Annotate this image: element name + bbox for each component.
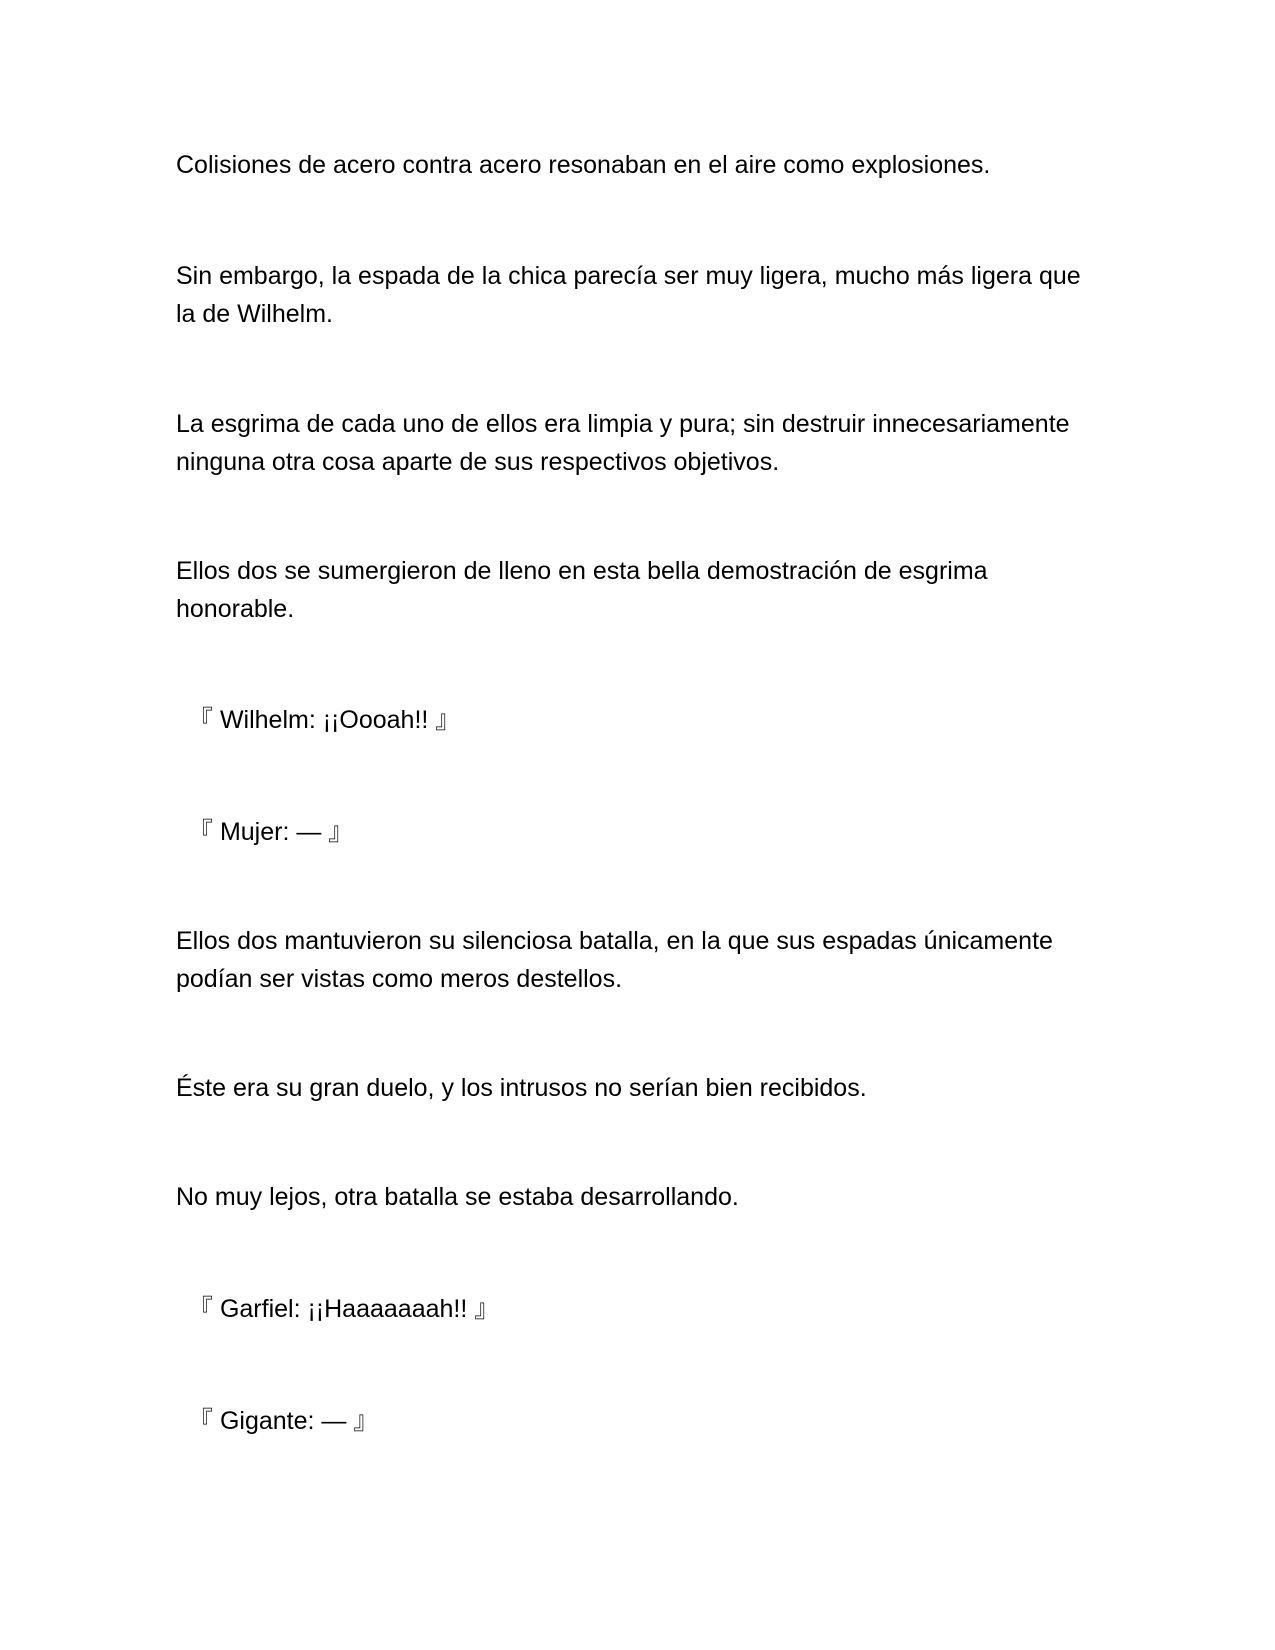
paragraph-1: Colisiones de acero contra acero resonaban en el aire como explosiones. [176,151,991,179]
dialogue-garfiel: 『 Garfiel: ¡¡Haaaaaaah!! 』 [188,1295,500,1323]
dialogue-gigante: 『 Gigante: — 』 [188,1407,379,1435]
paragraph-5: Ellos dos mantuvieron su silenciosa batalla, en la que sus espadas únicamente podían ser vistas como meros destellos. [176,927,1053,993]
paragraph-7: No muy lejos, otra batalla se estaba desarrollando. [176,1183,739,1211]
paragraph-4: Ellos dos se sumergieron de lleno en esta bella demostración de esgrima honorable. [176,557,988,623]
paragraph-6: Éste era su gran duelo, y los intrusos no serían bien recibidos. [176,1074,867,1102]
paragraph-2: Sin embargo, la espada de la chica parecía ser muy ligera, mucho más ligera que la de Wilhelm. [176,262,1081,328]
dialogue-mujer: 『 Mujer: — 』 [188,818,354,846]
paragraph-3: La esgrima de cada uno de ellos era limpia y pura; sin destruir innecesariamente ninguna otra cosa aparte de sus respectivos objetivos. [176,410,1070,476]
dialogue-wilhelm: 『 Wilhelm: ¡¡Oooah!! 』 [188,706,461,734]
